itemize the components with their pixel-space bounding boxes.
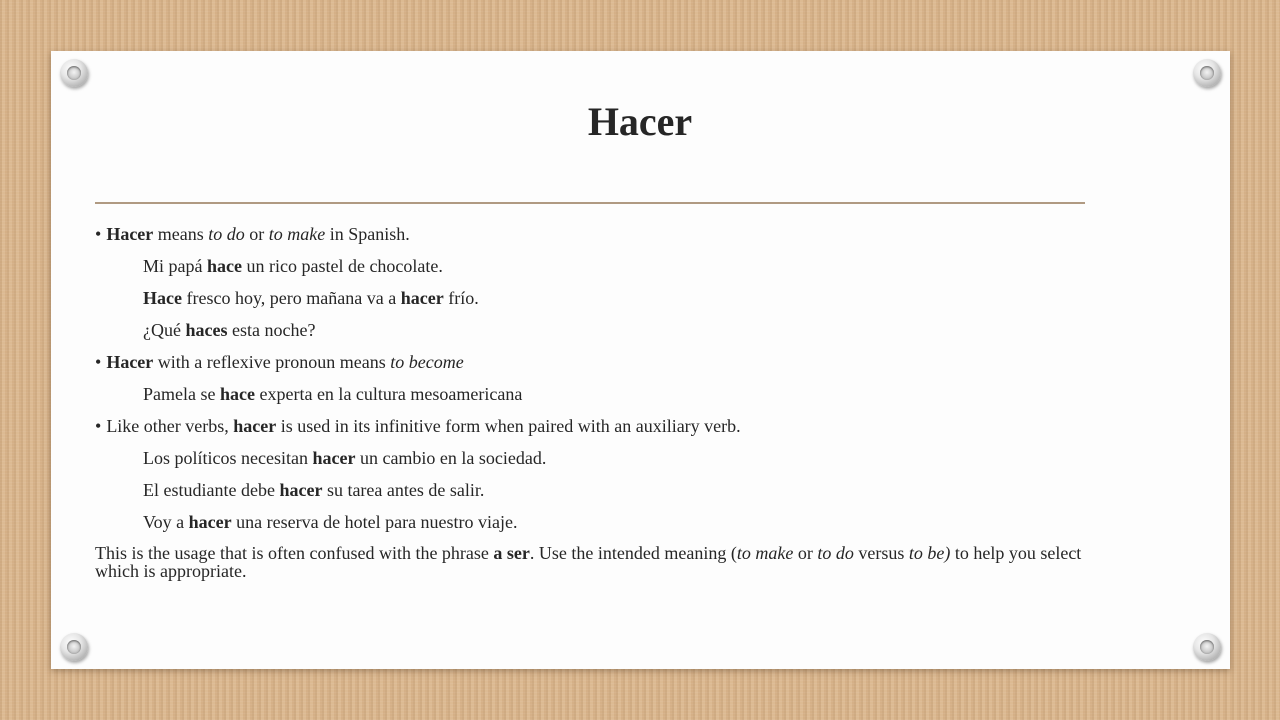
bullet-icon: • xyxy=(95,224,102,244)
text: Mi papá xyxy=(143,256,207,276)
pushpin-icon xyxy=(1193,633,1221,661)
text: su tarea antes de salir. xyxy=(322,480,485,500)
bullet-infinitive xyxy=(95,410,1105,442)
closing-paragraph xyxy=(95,538,1105,580)
pushpin-icon xyxy=(60,633,88,661)
example-sentence xyxy=(95,250,1105,282)
text: frío. xyxy=(443,288,479,308)
text: un rico pastel de chocolate. xyxy=(241,256,443,276)
text: Los políticos necesitan xyxy=(143,448,313,468)
verb-form: hacer xyxy=(188,512,232,532)
text: un cambio en la sociedad. xyxy=(355,448,547,468)
text: . Use the intended meaning ( xyxy=(529,543,737,563)
slide-title: Hacer xyxy=(587,99,693,144)
bullet-icon: • xyxy=(95,352,102,372)
verb-form: hacer xyxy=(233,416,277,436)
text: means xyxy=(153,224,209,244)
text: fresco hoy, pero mañana va a xyxy=(181,288,401,308)
meaning: to do xyxy=(208,224,245,244)
term: Hacer xyxy=(106,352,154,372)
slide-content xyxy=(95,218,1105,580)
meaning: to become xyxy=(390,352,464,372)
text: This is the usage that is often confused with the phrase xyxy=(95,543,494,563)
example-sentence xyxy=(95,442,1105,474)
title-divider xyxy=(95,202,1085,204)
text: ¿Qué xyxy=(143,320,186,340)
example-sentence xyxy=(95,474,1105,506)
text: Like other verbs, xyxy=(106,416,234,436)
example-sentence xyxy=(95,378,1105,410)
bullet-reflexive xyxy=(95,346,1105,378)
meaning: to be) xyxy=(908,543,951,563)
text: with a reflexive pronoun means xyxy=(153,352,391,372)
bullet-icon: • xyxy=(95,416,102,436)
meaning: to make xyxy=(268,224,326,244)
example-sentence xyxy=(95,506,1105,538)
verb-form: hace xyxy=(206,256,242,276)
verb-form: hacer xyxy=(312,448,356,468)
text: una reserva de hotel para nuestro viaje. xyxy=(231,512,518,532)
verb-form: hacer xyxy=(279,480,323,500)
term: Hacer xyxy=(106,224,154,244)
text: experta en la cultura mesoamericana xyxy=(254,384,523,404)
meaning: to make xyxy=(736,543,794,563)
text: is used in its infinitive form when paired with an auxiliary verb. xyxy=(276,416,741,436)
text: or xyxy=(793,543,818,563)
text: versus xyxy=(853,543,909,563)
verb-form: hace xyxy=(219,384,255,404)
text: in Spanish. xyxy=(325,224,410,244)
pushpin-icon xyxy=(60,59,88,87)
text: Voy a xyxy=(143,512,189,532)
pushpin-icon xyxy=(1193,59,1221,87)
meaning: to do xyxy=(817,543,854,563)
example-sentence xyxy=(95,282,1105,314)
text: to help you select which is appropriate. xyxy=(95,543,1082,581)
verb-form: Hace xyxy=(143,288,182,308)
phrase: a ser xyxy=(493,543,530,563)
text: Pamela se xyxy=(143,384,220,404)
bullet-hacer-meaning xyxy=(95,218,1105,250)
verb-form: haces xyxy=(185,320,228,340)
text: El estudiante debe xyxy=(143,480,280,500)
example-sentence xyxy=(95,314,1105,346)
text: or xyxy=(244,224,269,244)
verb-form: hacer xyxy=(400,288,444,308)
text: esta noche? xyxy=(227,320,316,340)
